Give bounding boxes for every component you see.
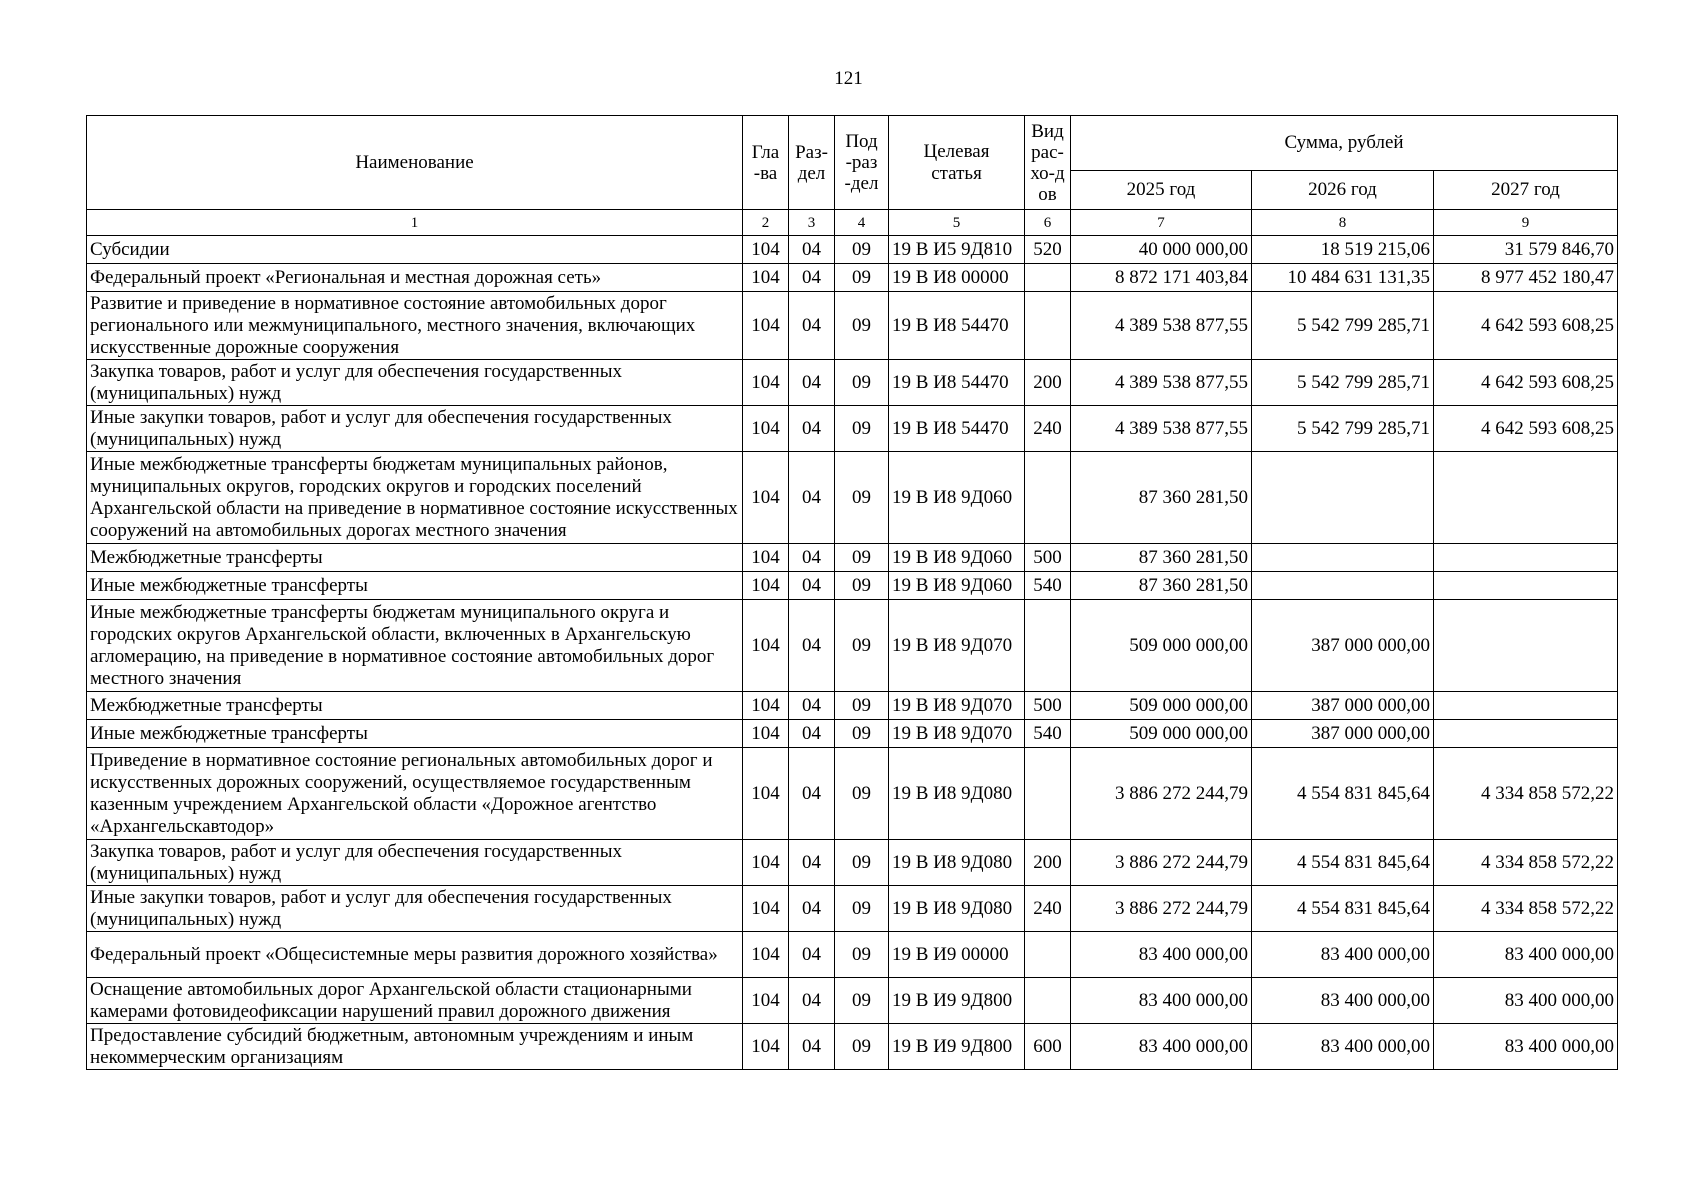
row-section: 04	[789, 720, 835, 748]
row-expense-type	[1025, 452, 1071, 544]
row-expense-type	[1025, 932, 1071, 978]
row-subsection: 09	[835, 1024, 889, 1070]
row-target-article: 19 В И5 9Д810	[889, 236, 1025, 264]
row-expense-type	[1025, 600, 1071, 692]
row-section: 04	[789, 236, 835, 264]
row-expense-type: 240	[1025, 886, 1071, 932]
row-chapter: 104	[743, 840, 789, 886]
row-section: 04	[789, 452, 835, 544]
table-row	[87, 572, 1618, 600]
row-sum-2027: 83 400 000,00	[1434, 978, 1618, 1024]
column-number: 5	[889, 210, 1025, 236]
column-number: 9	[1434, 210, 1618, 236]
table-body	[87, 236, 1618, 1070]
column-number: 1	[87, 210, 743, 236]
column-number: 4	[835, 210, 889, 236]
row-target-article: 19 В И8 9Д070	[889, 600, 1025, 692]
row-sum-2027: 4 642 593 608,25	[1434, 360, 1618, 406]
row-sum-2026: 4 554 831 845,64	[1252, 748, 1434, 840]
header-expense-type-label: Вид рас-хо-дов	[1030, 120, 1065, 205]
row-chapter: 104	[743, 1024, 789, 1070]
row-target-article: 19 В И8 54470	[889, 292, 1025, 360]
row-target-article: 19 В И8 9Д080	[889, 748, 1025, 840]
row-chapter: 104	[743, 932, 789, 978]
row-sum-2027	[1434, 600, 1618, 692]
header-section-label: Раз-дел	[795, 141, 828, 184]
row-name: Иные межбюджетные трансферты бюджетам муниципальных районов, муниципальных округов, городских округов и городских поселений Архангельской области на приведение в нормативное состояние искусственных сооружений на автомобильных дорогах местного значения	[87, 452, 743, 544]
row-sum-2026: 387 000 000,00	[1252, 600, 1434, 692]
row-name: Оснащение автомобильных дорог Архангельской области стационарными камерами фотовидеофиксации нарушений правил дорожного движения	[87, 978, 743, 1024]
row-section: 04	[789, 264, 835, 292]
row-subsection: 09	[835, 236, 889, 264]
row-chapter: 104	[743, 886, 789, 932]
row-target-article: 19 В И8 00000	[889, 264, 1025, 292]
header-year-2027: 2027 год	[1434, 171, 1618, 210]
table-row	[87, 452, 1618, 544]
header-chapter-label: Гла-ва	[751, 141, 780, 184]
row-section: 04	[789, 840, 835, 886]
table-row	[87, 360, 1618, 406]
column-number: 7	[1071, 210, 1252, 236]
row-subsection: 09	[835, 264, 889, 292]
header-sum: Сумма, рублей	[1071, 116, 1618, 171]
row-section: 04	[789, 692, 835, 720]
row-subsection: 09	[835, 452, 889, 544]
table-row	[87, 692, 1618, 720]
row-sum-2027: 31 579 846,70	[1434, 236, 1618, 264]
row-name: Иные закупки товаров, работ и услуг для обеспечения государственных (муниципальных) нужд	[87, 886, 743, 932]
row-expense-type: 500	[1025, 544, 1071, 572]
row-section: 04	[789, 360, 835, 406]
row-chapter: 104	[743, 264, 789, 292]
row-sum-2027	[1434, 544, 1618, 572]
row-sum-2026: 83 400 000,00	[1252, 1024, 1434, 1070]
table-row	[87, 544, 1618, 572]
row-chapter: 104	[743, 544, 789, 572]
row-section: 04	[789, 886, 835, 932]
row-subsection: 09	[835, 720, 889, 748]
row-section: 04	[789, 292, 835, 360]
row-sum-2025: 40 000 000,00	[1071, 236, 1252, 264]
row-expense-type: 540	[1025, 572, 1071, 600]
table-row	[87, 1024, 1618, 1070]
header-target-article-label: Целевая статья	[923, 140, 990, 184]
row-chapter: 104	[743, 572, 789, 600]
row-expense-type: 500	[1025, 692, 1071, 720]
row-sum-2026: 387 000 000,00	[1252, 720, 1434, 748]
row-sum-2026: 5 542 799 285,71	[1252, 406, 1434, 452]
row-name: Иные закупки товаров, работ и услуг для обеспечения государственных (муниципальных) нужд	[87, 406, 743, 452]
table-row	[87, 840, 1618, 886]
row-sum-2025: 509 000 000,00	[1071, 692, 1252, 720]
row-target-article: 19 В И8 9Д060	[889, 572, 1025, 600]
row-name: Предоставление субсидий бюджетным, автономным учреждениям и иным некоммерческим организациям	[87, 1024, 743, 1070]
row-sum-2026	[1252, 572, 1434, 600]
row-target-article: 19 В И8 9Д060	[889, 544, 1025, 572]
row-name: Иные межбюджетные трансферты	[87, 720, 743, 748]
header-year-2025: 2025 год	[1071, 171, 1252, 210]
row-sum-2026	[1252, 544, 1434, 572]
row-section: 04	[789, 600, 835, 692]
row-sum-2025: 4 389 538 877,55	[1071, 292, 1252, 360]
row-expense-type: 520	[1025, 236, 1071, 264]
table-row	[87, 720, 1618, 748]
row-sum-2027	[1434, 720, 1618, 748]
row-subsection: 09	[835, 360, 889, 406]
table-row	[87, 406, 1618, 452]
row-chapter: 104	[743, 360, 789, 406]
row-sum-2027: 4 642 593 608,25	[1434, 292, 1618, 360]
header-year-2026: 2026 год	[1252, 171, 1434, 210]
row-section: 04	[789, 544, 835, 572]
row-subsection: 09	[835, 600, 889, 692]
row-expense-type	[1025, 292, 1071, 360]
row-sum-2027: 8 977 452 180,47	[1434, 264, 1618, 292]
row-target-article: 19 В И9 9Д800	[889, 1024, 1025, 1070]
row-chapter: 104	[743, 978, 789, 1024]
row-sum-2025: 509 000 000,00	[1071, 720, 1252, 748]
row-expense-type: 200	[1025, 840, 1071, 886]
row-target-article: 19 В И8 54470	[889, 406, 1025, 452]
row-sum-2026: 4 554 831 845,64	[1252, 840, 1434, 886]
row-subsection: 09	[835, 544, 889, 572]
row-chapter: 104	[743, 406, 789, 452]
header-expense-type	[1025, 116, 1071, 210]
column-numbers-row	[87, 210, 1618, 236]
row-sum-2026: 387 000 000,00	[1252, 692, 1434, 720]
row-sum-2027: 4 334 858 572,22	[1434, 840, 1618, 886]
row-sum-2025: 4 389 538 877,55	[1071, 406, 1252, 452]
row-sum-2027	[1434, 452, 1618, 544]
row-sum-2026	[1252, 452, 1434, 544]
row-target-article: 19 В И9 00000	[889, 932, 1025, 978]
row-target-article: 19 В И9 9Д800	[889, 978, 1025, 1024]
row-name: Закупка товаров, работ и услуг для обеспечения государственных (муниципальных) нужд	[87, 840, 743, 886]
row-subsection: 09	[835, 692, 889, 720]
row-name: Межбюджетные трансферты	[87, 692, 743, 720]
header-subsection-label: Под-раз-дел	[844, 131, 879, 194]
row-sum-2026: 18 519 215,06	[1252, 236, 1434, 264]
row-sum-2025: 87 360 281,50	[1071, 572, 1252, 600]
row-chapter: 104	[743, 236, 789, 264]
row-target-article: 19 В И8 9Д080	[889, 840, 1025, 886]
row-sum-2025: 3 886 272 244,79	[1071, 886, 1252, 932]
row-expense-type	[1025, 264, 1071, 292]
row-target-article: 19 В И8 9Д070	[889, 720, 1025, 748]
row-section: 04	[789, 572, 835, 600]
row-expense-type: 600	[1025, 1024, 1071, 1070]
row-name: Межбюджетные трансферты	[87, 544, 743, 572]
row-sum-2025: 83 400 000,00	[1071, 1024, 1252, 1070]
row-sum-2026: 10 484 631 131,35	[1252, 264, 1434, 292]
row-expense-type	[1025, 978, 1071, 1024]
row-name: Закупка товаров, работ и услуг для обеспечения государственных (муниципальных) нужд	[87, 360, 743, 406]
row-subsection: 09	[835, 932, 889, 978]
header-target-article	[889, 116, 1025, 210]
row-sum-2027: 4 334 858 572,22	[1434, 748, 1618, 840]
table-row	[87, 932, 1618, 978]
row-sum-2026: 5 542 799 285,71	[1252, 292, 1434, 360]
table-row	[87, 886, 1618, 932]
row-sum-2025: 87 360 281,50	[1071, 452, 1252, 544]
row-sum-2026: 4 554 831 845,64	[1252, 886, 1434, 932]
table-row	[87, 748, 1618, 840]
row-sum-2025: 3 886 272 244,79	[1071, 840, 1252, 886]
row-sum-2027: 4 642 593 608,25	[1434, 406, 1618, 452]
row-expense-type: 540	[1025, 720, 1071, 748]
budget-table	[86, 115, 1618, 1070]
column-number: 2	[743, 210, 789, 236]
table-row	[87, 978, 1618, 1024]
row-sum-2025: 4 389 538 877,55	[1071, 360, 1252, 406]
table-row	[87, 600, 1618, 692]
row-target-article: 19 В И8 54470	[889, 360, 1025, 406]
header-chapter	[743, 116, 789, 210]
table-row	[87, 236, 1618, 264]
page-number: 121	[834, 68, 863, 89]
row-name: Развитие и приведение в нормативное состояние автомобильных дорог регионального или межмуниципального, местного значения, включающих искусственные дорожные сооружения	[87, 292, 743, 360]
row-chapter: 104	[743, 692, 789, 720]
header-subsection	[835, 116, 889, 210]
row-target-article: 19 В И8 9Д060	[889, 452, 1025, 544]
row-sum-2027: 83 400 000,00	[1434, 932, 1618, 978]
row-sum-2027: 83 400 000,00	[1434, 1024, 1618, 1070]
row-section: 04	[789, 748, 835, 840]
row-sum-2025: 8 872 171 403,84	[1071, 264, 1252, 292]
row-sum-2025: 83 400 000,00	[1071, 932, 1252, 978]
row-chapter: 104	[743, 452, 789, 544]
column-number: 6	[1025, 210, 1071, 236]
row-name: Иные межбюджетные трансферты	[87, 572, 743, 600]
row-section: 04	[789, 978, 835, 1024]
table-row	[87, 264, 1618, 292]
header-name: Наименование	[87, 116, 743, 210]
table-header	[87, 116, 1618, 236]
row-sum-2025: 87 360 281,50	[1071, 544, 1252, 572]
row-sum-2027	[1434, 692, 1618, 720]
row-target-article: 19 В И8 9Д070	[889, 692, 1025, 720]
row-chapter: 104	[743, 292, 789, 360]
row-subsection: 09	[835, 748, 889, 840]
row-sum-2027: 4 334 858 572,22	[1434, 886, 1618, 932]
row-subsection: 09	[835, 886, 889, 932]
row-section: 04	[789, 1024, 835, 1070]
row-sum-2025: 509 000 000,00	[1071, 600, 1252, 692]
row-name: Приведение в нормативное состояние региональных автомобильных дорог и искусственных дорожных сооружений, осуществляемое государственным казенным учреждением Архангельской области «Дорожное агентство «Архангельскавтодор»	[87, 748, 743, 840]
row-name: Иные межбюджетные трансферты бюджетам муниципального округа и городских округов Архангельской области, включенных в Архангельскую агломерацию, на приведение в нормативное состояние автомобильных дорог местного значения	[87, 600, 743, 692]
row-chapter: 104	[743, 748, 789, 840]
row-expense-type: 240	[1025, 406, 1071, 452]
row-name: Федеральный проект «Региональная и местная дорожная сеть»	[87, 264, 743, 292]
row-section: 04	[789, 406, 835, 452]
row-subsection: 09	[835, 406, 889, 452]
row-section: 04	[789, 932, 835, 978]
row-sum-2027	[1434, 572, 1618, 600]
row-target-article: 19 В И8 9Д080	[889, 886, 1025, 932]
row-subsection: 09	[835, 840, 889, 886]
row-name: Федеральный проект «Общесистемные меры развития дорожного хозяйства»	[87, 932, 743, 978]
row-sum-2025: 3 886 272 244,79	[1071, 748, 1252, 840]
column-number: 8	[1252, 210, 1434, 236]
row-expense-type: 200	[1025, 360, 1071, 406]
row-chapter: 104	[743, 600, 789, 692]
row-sum-2025: 83 400 000,00	[1071, 978, 1252, 1024]
row-expense-type	[1025, 748, 1071, 840]
row-sum-2026: 83 400 000,00	[1252, 978, 1434, 1024]
row-sum-2026: 83 400 000,00	[1252, 932, 1434, 978]
header-section	[789, 116, 835, 210]
table-row	[87, 292, 1618, 360]
row-subsection: 09	[835, 572, 889, 600]
column-number: 3	[789, 210, 835, 236]
row-subsection: 09	[835, 292, 889, 360]
row-sum-2026: 5 542 799 285,71	[1252, 360, 1434, 406]
row-name: Субсидии	[87, 236, 743, 264]
row-chapter: 104	[743, 720, 789, 748]
row-subsection: 09	[835, 978, 889, 1024]
